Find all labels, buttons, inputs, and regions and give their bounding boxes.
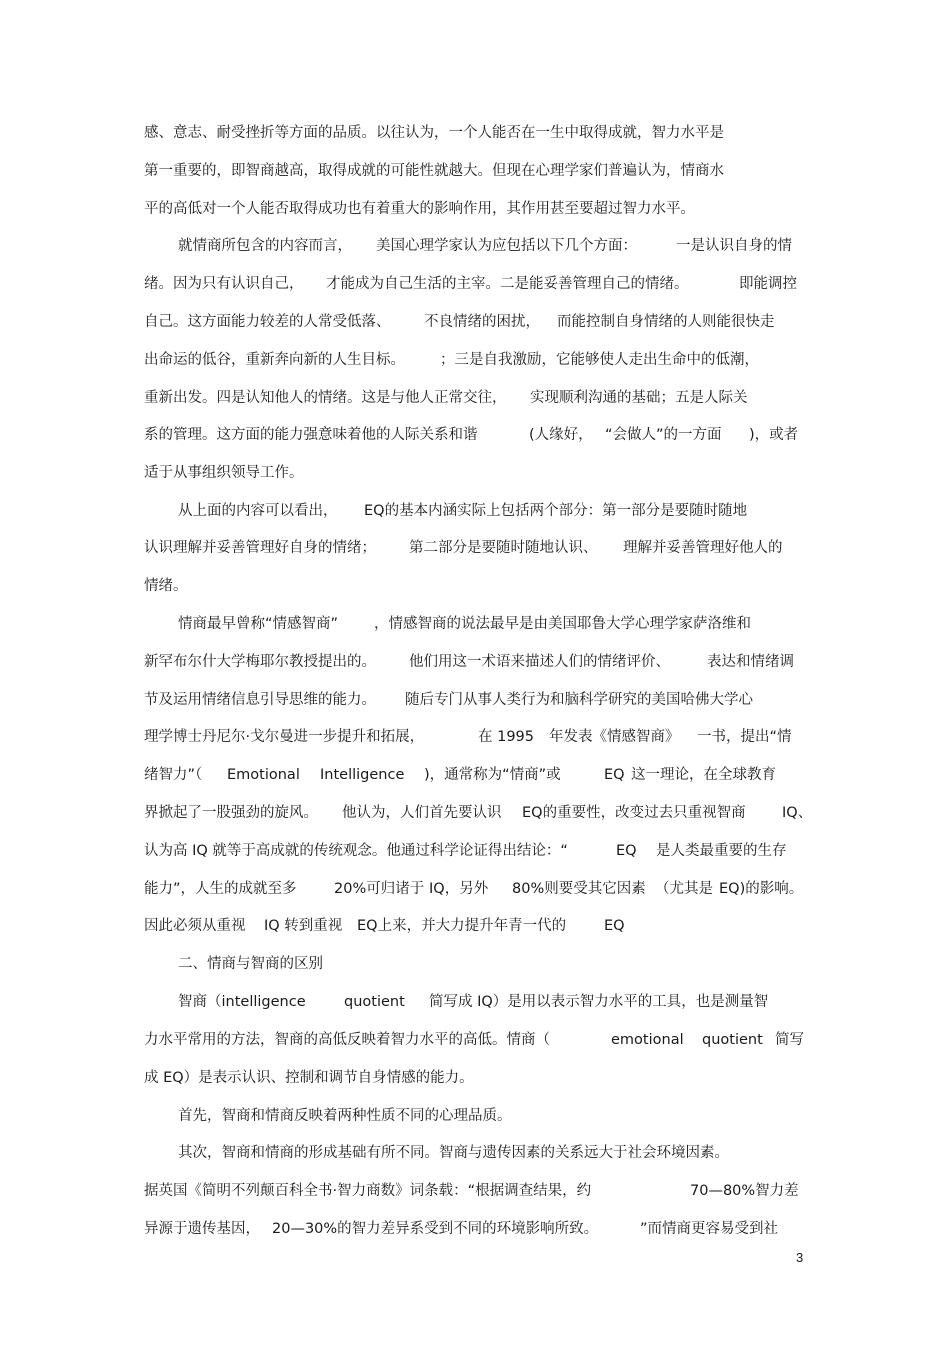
text-segment: 随后专门从事人类行为和脑科学研究的美国哈佛大学心 (405, 692, 753, 708)
text-segment: 从上面的内容可以看出， (178, 503, 338, 519)
text-segment: （尤其是 (655, 881, 713, 897)
text-segment: )，通常称为“情商”或 (424, 767, 561, 783)
page-number: 3 (796, 1250, 804, 1265)
text-line (0, 461, 950, 485)
text-line (0, 1141, 950, 1165)
text-line (0, 1028, 950, 1052)
text-line (0, 763, 950, 787)
text-segment: 异源于遗传基因， (144, 1221, 260, 1237)
text-segment: 理学博士丹尼尔·戈尔曼进一步提升和拓展， (144, 729, 425, 745)
text-segment: 20%可归诸于 (334, 881, 425, 897)
text-segment: 据英国《简明不列颠百科全书·智力商数》词条载：“根据调查结果，约 (144, 1183, 592, 1199)
text-line (0, 877, 950, 901)
text-segment: 实现顺利沟通的基础；五是人际关 (530, 390, 748, 406)
text-line (0, 612, 950, 636)
text-line (0, 574, 950, 598)
text-line (0, 801, 950, 825)
text-segment: 力水平常用的方法，智商的高低反映着智力水平的高低。情商（ (144, 1032, 550, 1048)
text-line (0, 423, 950, 447)
text-segment: Emotional (227, 767, 300, 783)
text-segment: 首先，智商和情商反映着两种性质不同的心理品质。 (178, 1108, 512, 1124)
text-segment: 这一理论，在全球教育 (631, 767, 776, 783)
text-segment: 美国心理学家认为应包括以下几个方面： (376, 238, 637, 254)
text-segment: 绪智力”（ (144, 767, 203, 783)
text-segment: 在 1995 (478, 729, 535, 745)
text-line (0, 952, 950, 976)
text-segment: IQ，另外 (429, 881, 489, 897)
text-segment: 成 EQ）是表示认识、控制和调节自身情感的能力。 (144, 1070, 474, 1086)
text-segment: 第二部分是要随时随地认识、 (409, 540, 598, 556)
text-segment: 系的管理。这方面的能力强意味着他的人际关系和谐 (144, 427, 478, 443)
text-segment: EQ (604, 767, 625, 783)
text-segment: 自己。这方面能力较差的人常受低落、 (144, 314, 391, 330)
text-segment: 80%则要受其它因素 (512, 881, 646, 897)
text-line (0, 688, 950, 712)
text-segment: 情绪。 (144, 578, 188, 594)
text-segment: 20—30%的智力差异系受到不同的环境影响所致。 (272, 1221, 599, 1237)
text-segment: 能力”，人生的成就至多 (144, 881, 297, 897)
text-segment: 简写成 IQ）是用以表示智力水平的工具，也是测量智 (429, 994, 769, 1010)
text-line (0, 272, 950, 296)
text-segment: 他们用这一术语来描述人们的情绪评价、 (409, 654, 670, 670)
text-segment: EQ的重要性，改变过去只重视智商 (522, 805, 746, 821)
text-segment: 二、情商与智商的区别 (178, 956, 323, 972)
text-segment: quotient (344, 994, 405, 1010)
text-line (0, 1217, 950, 1241)
text-segment: 感、意志、耐受挫折等方面的品质。以往认为，一个人能否在一生中取得成就，智力水平是 (144, 125, 724, 141)
text-line (0, 650, 950, 674)
text-segment: 适于从事组织领导工作。 (144, 465, 304, 481)
text-line (0, 348, 950, 372)
text-line (0, 1066, 950, 1090)
text-segment: 理解并妥善管理好他人的 (623, 540, 783, 556)
text-segment: 一是认识自身的情 (676, 238, 792, 254)
text-line (0, 990, 950, 1014)
text-segment: ”而情商更容易受到社 (640, 1221, 779, 1237)
text-segment: 一书，提出“情 (697, 729, 792, 745)
text-segment: EQ)的影响。 (719, 881, 804, 897)
text-segment: 而能控制自身情绪的人则能很快走 (557, 314, 775, 330)
text-segment: 绪。因为只有认识自己， (144, 276, 304, 292)
text-segment: 节及运用情绪信息引导思维的能力。 (144, 692, 376, 708)
text-segment: EQ (604, 918, 625, 934)
text-line (0, 1179, 950, 1203)
text-segment: 即能调控 (739, 276, 797, 292)
text-segment: 简写 (775, 1032, 804, 1048)
text-line (0, 310, 950, 334)
text-segment: “会做人”的一方面 (605, 427, 722, 443)
text-segment: quotient (702, 1032, 763, 1048)
text-line (0, 914, 950, 938)
text-line (0, 839, 950, 863)
text-segment: 因此必须从重视 (144, 918, 246, 934)
text-segment: 认识理解并妥善管理好自身的情绪； (144, 540, 376, 556)
text-line (0, 386, 950, 410)
text-segment: 不良情绪的困扰， (424, 314, 540, 330)
text-segment: 70—80%智力差 (690, 1183, 799, 1199)
text-segment: emotional (611, 1032, 684, 1048)
text-segment: 平的高低对一个人能否取得成功也有着重大的影响作用，其作用甚至要超过智力水平。 (144, 201, 695, 217)
text-segment: 年发表《情感智商》 (549, 729, 680, 745)
text-segment: EQ的基本内涵实际上包括两个部分：第一部分是要随时随地 (364, 503, 748, 519)
text-segment: IQ、 (782, 805, 813, 821)
text-line (0, 1104, 950, 1128)
text-segment: 就情商所包含的内容而言， (178, 238, 352, 254)
text-segment: 出命运的低谷，重新奔向新的人生目标。 (144, 352, 405, 368)
text-line (0, 197, 950, 221)
text-line (0, 536, 950, 560)
text-segment: 是人类最重要的生存 (656, 843, 787, 859)
text-segment: 智商（intelligence (178, 994, 306, 1010)
text-line (0, 725, 950, 749)
text-segment: ，情感智商的说法最早是由美国耶鲁大学心理学家萨洛维和 (374, 616, 751, 632)
text-segment: Intelligence (320, 767, 405, 783)
text-segment: 认为高 IQ 就等于高成就的传统观念。他通过科学论证得出结论：“ (144, 843, 568, 859)
text-segment: 表达和情绪调 (707, 654, 794, 670)
text-segment: IQ 转到重视 (264, 918, 343, 934)
text-line (0, 121, 950, 145)
text-segment: 新罕布尔什大学梅耶尔教授提出的。 (144, 654, 376, 670)
text-line (0, 159, 950, 183)
text-segment: 第一重要的，即智商越高，取得成就的可能性就越大。但现在心理学家们普遍认为，情商水 (144, 163, 724, 179)
text-segment: 重新出发。四是认知他人的情绪。这是与他人正常交往， (144, 390, 507, 406)
text-line (0, 499, 950, 523)
text-segment: )，或者 (749, 427, 799, 443)
text-segment: EQ上来，并大力提升年青一代的 (357, 918, 567, 934)
text-segment: ；三是自我激励，它能够使人走出生命中的低潮， (440, 352, 759, 368)
text-line (0, 234, 950, 258)
text-segment: 情商最早曾称“情感智商” (178, 616, 339, 632)
text-segment: EQ (616, 843, 637, 859)
text-segment: 界掀起了一股强劲的旋风。 (144, 805, 318, 821)
text-segment: 他认为，人们首先要认识 (342, 805, 502, 821)
text-segment: 其次，智商和情商的形成基础有所不同。智商与遗传因素的关系远大于社会环境因素。 (178, 1145, 729, 1161)
text-segment: 才能成为自己生活的主宰。二是能妥善管理自己的情绪。 (326, 276, 689, 292)
text-segment: (人缘好， (529, 427, 593, 443)
